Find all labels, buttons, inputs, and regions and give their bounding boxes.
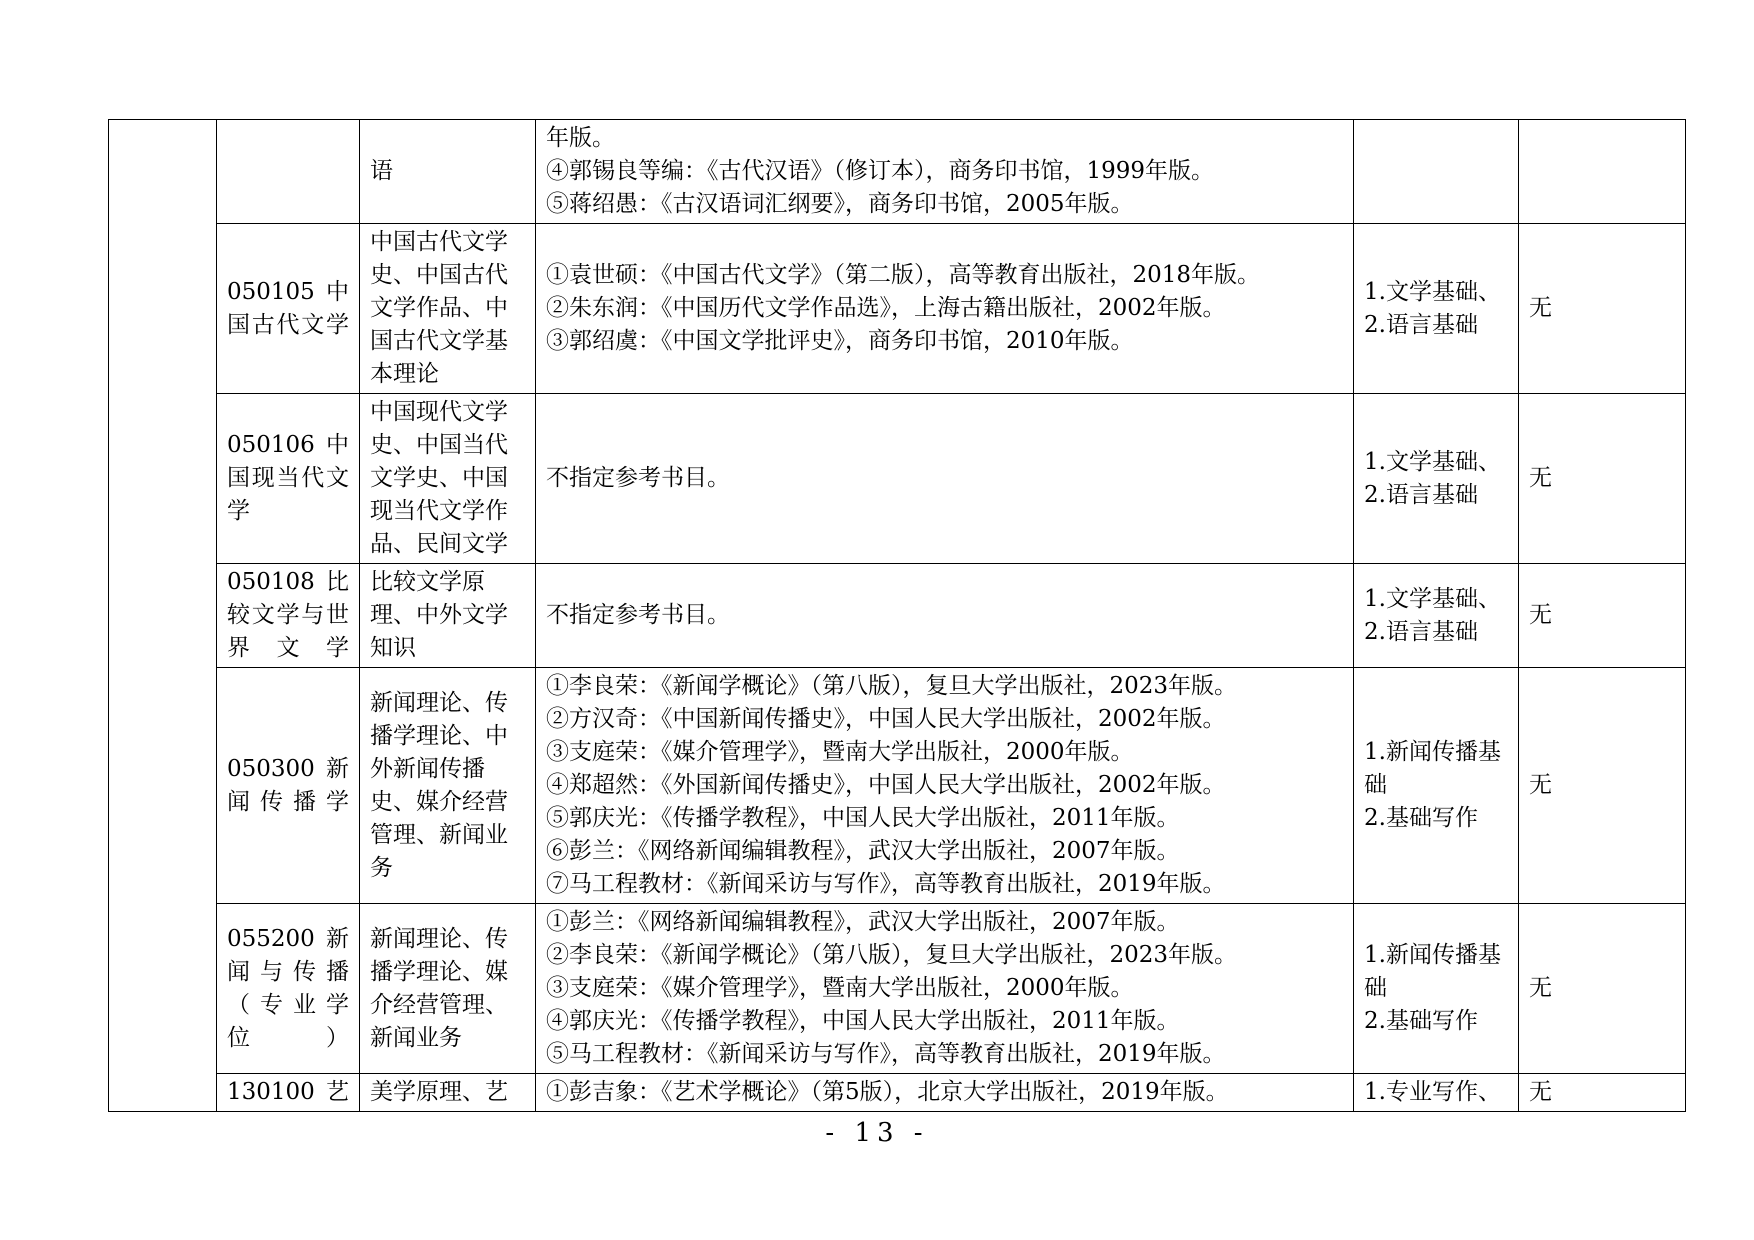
books-cell (536, 668, 1354, 904)
exam-line: 1.新闻传播基础 (1364, 942, 1501, 1001)
books-cell (536, 120, 1354, 224)
extra-cell: 无 (1519, 668, 1686, 904)
major-code-cell (217, 120, 360, 224)
extra-cell (1519, 120, 1686, 224)
table-row (109, 904, 1686, 1074)
subjects-cell: 新闻理论、传播学理论、媒介经营管理、新闻业务 (360, 904, 536, 1074)
exam-cell (1354, 904, 1519, 1074)
subjects-cell: 新闻理论、传播学理论、中外新闻传播史、媒介经营管理、新闻业务 (360, 668, 536, 904)
books-cell (536, 394, 1354, 564)
extra-cell: 无 (1519, 224, 1686, 394)
book-line: ①袁世硕：《中国古代文学》（第二版），高等教育出版社，2018年版。 (546, 262, 1261, 288)
subjects-cell: 语 (360, 120, 536, 224)
table-row (109, 668, 1686, 904)
reference-books-table (108, 119, 1686, 1112)
table-row (109, 564, 1686, 668)
college-cell (109, 120, 217, 1112)
book-line: ③郭绍虞：《中国文学批评史》，商务印书馆，2010年版。 (546, 328, 1134, 354)
book-line: ④郭锡良等编：《古代汉语》（修订本），商务印书馆，1999年版。 (546, 158, 1215, 184)
exam-line: 2.语言基础 (1364, 618, 1478, 645)
books-cell (536, 904, 1354, 1074)
major-code-cell: 050106 中国现当代文学 (217, 394, 360, 564)
page-number: - 13 - (825, 1118, 929, 1148)
book-line: ②方汉奇：《中国新闻传播史》，中国人民大学出版社，2002年版。 (546, 706, 1226, 732)
exam-cell (1354, 1074, 1519, 1112)
table-row (109, 1074, 1686, 1112)
books-cell (536, 564, 1354, 668)
exam-cell (1354, 668, 1519, 904)
exam-line: 2.基础写作 (1364, 1008, 1478, 1034)
subjects-cell: 中国现代文学史、中国当代文学史、中国现当代文学作品、民间文学 (360, 394, 536, 564)
table-body (109, 120, 1686, 1112)
book-line: ③支庭荣：《媒介管理学》，暨南大学出版社，2000年版。 (546, 739, 1134, 765)
extra-cell: 无 (1519, 904, 1686, 1074)
exam-cell (1354, 394, 1519, 564)
exam-cell (1354, 224, 1519, 394)
extra-cell: 无 (1519, 564, 1686, 668)
table-row (109, 394, 1686, 564)
exam-line: 1.文学基础、 (1364, 448, 1501, 475)
major-code-cell: 050105 中国古代文学 (217, 224, 360, 394)
book-line: ④郑超然：《外国新闻传播史》，中国人民大学出版社，2002年版。 (546, 772, 1226, 798)
book-line: ⑥彭兰：《网络新闻编辑教程》，武汉大学出版社，2007年版。 (546, 838, 1180, 864)
book-line: ②李良荣：《新闻学概论》（第八版），复旦大学出版社，2023年版。 (546, 942, 1238, 968)
book-line: ①李良荣：《新闻学概论》（第八版），复旦大学出版社，2023年版。 (546, 673, 1238, 699)
book-line: ⑤马工程教材：《新闻采访与写作》，高等教育出版社，2019年版。 (546, 1041, 1226, 1067)
books-cell (536, 1074, 1354, 1112)
exam-line: 1.文学基础、 (1364, 278, 1501, 305)
exam-line: 1.专业写作、 (1364, 1079, 1501, 1105)
major-code-cell: 050108 比较文学与世界文学 (217, 564, 360, 668)
exam-cell (1354, 564, 1519, 668)
book-line: ①彭吉象：《艺术学概论》（第5版），北京大学出版社，2019年版。 (546, 1079, 1229, 1105)
exam-line: 2.基础写作 (1364, 805, 1478, 831)
book-line: 不指定参考书目。 (546, 465, 730, 491)
book-line: ⑤郭庆光：《传播学教程》，中国人民大学出版社，2011年版。 (546, 805, 1180, 831)
books-cell (536, 224, 1354, 394)
exam-line: 2.语言基础 (1364, 481, 1478, 508)
book-line: ⑤蒋绍愚：《古汉语词汇纲要》，商务印书馆，2005年版。 (546, 191, 1134, 217)
book-line: ②朱东润：《中国历代文学作品选》，上海古籍出版社，2002年版。 (546, 295, 1226, 321)
book-line: ①彭兰：《网络新闻编辑教程》，武汉大学出版社，2007年版。 (546, 909, 1180, 935)
major-code-cell: 050300 新闻传播学 (217, 668, 360, 904)
book-line: ⑦马工程教材：《新闻采访与写作》，高等教育出版社，2019年版。 (546, 871, 1226, 897)
subjects-cell: 比较文学原理、中外文学知识 (360, 564, 536, 668)
major-code-cell: 055200 新闻与传播（专业学位） (217, 904, 360, 1074)
table-row (109, 120, 1686, 224)
extra-cell: 无 (1519, 394, 1686, 564)
subjects-cell: 美学原理、艺 (360, 1074, 536, 1112)
extra-cell: 无 (1519, 1074, 1686, 1112)
exam-line: 2.语言基础 (1364, 311, 1478, 338)
book-line: ③支庭荣：《媒介管理学》，暨南大学出版社，2000年版。 (546, 975, 1134, 1001)
subjects-cell: 中国古代文学史、中国古代文学作品、中国古代文学基本理论 (360, 224, 536, 394)
exam-line: 1.文学基础、 (1364, 585, 1501, 612)
book-line: 不指定参考书目。 (546, 602, 730, 628)
table-row (109, 224, 1686, 394)
exam-line: 1.新闻传播基础 (1364, 739, 1501, 798)
book-line: ④郭庆光：《传播学教程》，中国人民大学出版社，2011年版。 (546, 1008, 1180, 1034)
major-code-cell: 130100 艺 (217, 1074, 360, 1112)
book-line: 年版。 (546, 125, 615, 151)
exam-cell (1354, 120, 1519, 224)
